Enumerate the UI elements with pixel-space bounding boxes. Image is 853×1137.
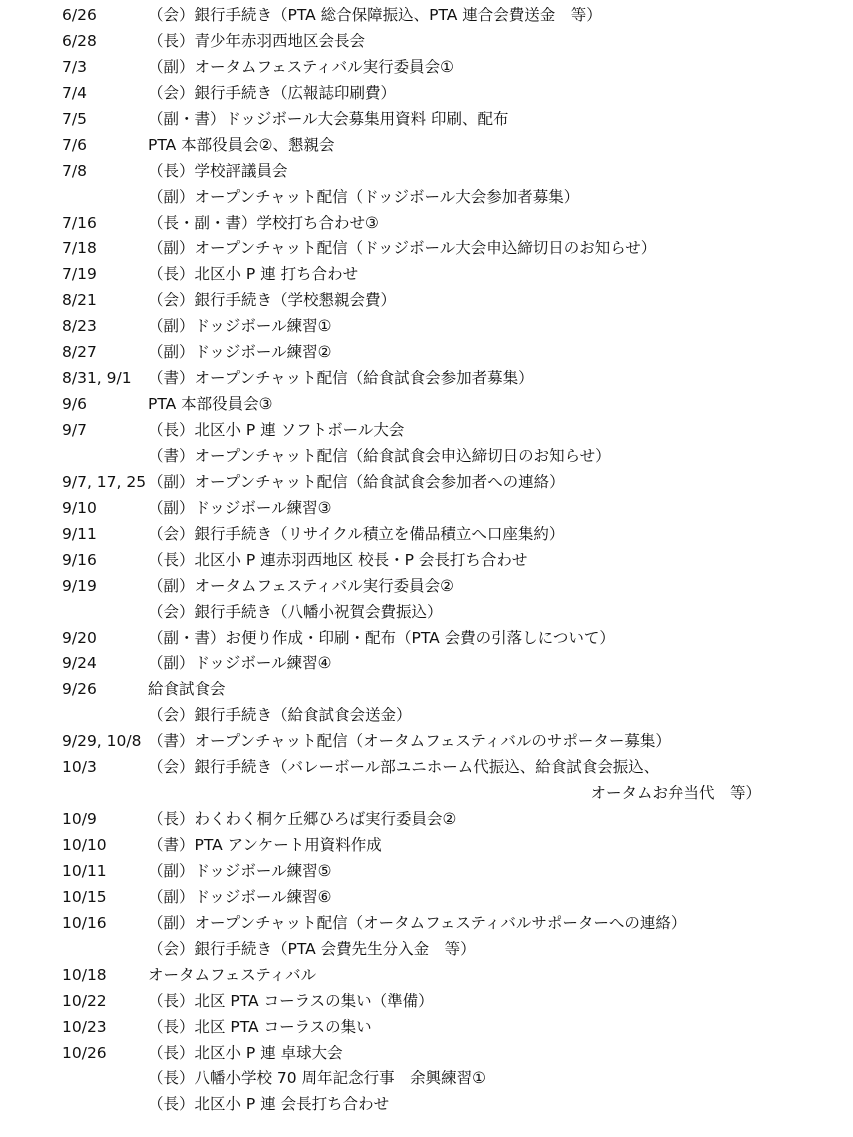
log-date: 8/23 (62, 317, 97, 336)
log-row (0, 1092, 853, 1118)
log-row (0, 3, 853, 29)
log-text: （長）八幡小学校 70 周年記念行事 余興練習① (148, 1069, 486, 1088)
log-text: （会）銀行手続き（PTA 総合保障振込、PTA 連合会費送金 等） (148, 6, 602, 24)
log-text-continuation: オータムお弁当代 等） (590, 784, 761, 803)
log-text: （書）オープンチャット配信（オータムフェスティバルのサポーター募集） (148, 732, 671, 751)
log-text: （会）銀行手続き（広報誌印刷費） (148, 83, 397, 102)
log-date: 7/3 (62, 57, 87, 76)
log-row (0, 600, 853, 626)
log-text: （長）北区小 P 連 会長打ち合わせ (148, 1095, 390, 1114)
log-row (0, 989, 853, 1015)
log-text: （会）銀行手続き（八幡小祝賀会費振込） (148, 602, 443, 621)
log-row (0, 548, 853, 574)
log-row (0, 236, 853, 262)
log-text: （副）ドッジボール練習⑥ (148, 887, 332, 906)
log-text: （副）ドッジボール練習② (148, 343, 332, 362)
log-row (0, 885, 853, 911)
log-text: （長）北区 PTA コーラスの集い (148, 1017, 372, 1036)
log-row (0, 29, 853, 55)
log-date: 10/3 (62, 758, 97, 777)
log-text: （副）ドッジボール練習⑤ (148, 861, 332, 880)
log-date: 10/23 (62, 1017, 107, 1036)
log-date: 10/22 (62, 991, 107, 1010)
log-text: （副・書）ドッジボール大会募集用資料 印刷、配布 (148, 109, 509, 128)
log-text: （副）オープンチャット配信（ドッジボール大会申込締切日のお知らせ） (148, 239, 657, 258)
log-date: 10/15 (62, 887, 107, 906)
log-row (0, 496, 853, 522)
log-row (0, 340, 853, 366)
log-date: 7/8 (62, 161, 87, 180)
log-text: （長）わくわく桐ケ丘郷ひろば実行委員会② (148, 810, 457, 829)
log-date: 10/9 (62, 810, 97, 829)
log-row (0, 755, 853, 781)
log-date: 7/16 (62, 213, 97, 232)
log-text: （副）ドッジボール練習③ (148, 498, 332, 517)
log-text: （長）北区 PTA コーラスの集い（準備） (148, 991, 434, 1010)
log-row (0, 729, 853, 755)
log-row (0, 677, 853, 703)
log-text: （副）オープンチャット配信（ドッジボール大会参加者募集） (148, 187, 580, 206)
log-text: （副）オータムフェスティバル実行委員会② (148, 576, 455, 595)
log-date: 10/18 (62, 965, 107, 984)
log-date: 9/19 (62, 576, 97, 595)
log-text: （副・書）お便り作成・印刷・配布（PTA 会費の引落しについて） (148, 628, 615, 647)
log-row (0, 55, 853, 81)
log-row (0, 781, 853, 807)
log-text: （副）オープンチャット配信（オータムフェスティバルサポーターへの連絡） (148, 913, 687, 932)
log-text: （長）青少年赤羽西地区会長会 (148, 31, 366, 50)
log-date: 8/27 (62, 343, 97, 362)
log-date: 9/6 (62, 395, 87, 414)
log-text: （書）PTA アンケート用資料作成 (148, 836, 382, 854)
log-text: （長）北区小 P 連 卓球大会 (148, 1043, 343, 1062)
log-date: 9/7, 17, 25 (62, 472, 147, 491)
log-text: （書）オープンチャット配信（給食試食会申込締切日のお知らせ） (148, 446, 611, 465)
log-date: 7/18 (62, 239, 97, 258)
log-row (0, 444, 853, 470)
log-text: オータムフェスティバル (148, 965, 317, 984)
log-date: 9/20 (62, 628, 97, 647)
log-row (0, 211, 853, 237)
log-date: 7/19 (62, 265, 97, 284)
log-row (0, 262, 853, 288)
log-date: 9/29, 10/8 (62, 732, 142, 751)
log-row (0, 1015, 853, 1041)
log-date: 8/31, 9/1 (62, 369, 132, 388)
log-row (0, 522, 853, 548)
log-date: 9/10 (62, 498, 97, 517)
log-date: 10/10 (62, 836, 107, 854)
log-row (0, 807, 853, 833)
log-date: 10/16 (62, 913, 107, 932)
log-row (0, 859, 853, 885)
log-text: （会）銀行手続き（給食試食会送金） (148, 706, 412, 725)
activity-log-list (0, 3, 853, 1118)
log-date: 7/5 (62, 109, 87, 128)
log-date: 10/11 (62, 861, 107, 880)
log-text: （会）銀行手続き（PTA 会費先生分入金 等） (148, 939, 476, 958)
log-date: 7/6 (62, 135, 87, 154)
log-row (0, 703, 853, 729)
log-row (0, 107, 853, 133)
log-row (0, 1066, 853, 1092)
log-text: （会）銀行手続き（リサイクル積立を備品積立へ口座集約） (148, 524, 565, 543)
log-row (0, 418, 853, 444)
log-text: （会）銀行手続き（バレーボール部ユニホーム代振込、給食試食会振込、 (148, 758, 660, 777)
log-date: 7/4 (62, 83, 87, 102)
log-row (0, 574, 853, 600)
log-date: 10/26 (62, 1043, 107, 1062)
log-row (0, 911, 853, 937)
log-text: （副）オータムフェスティバル実行委員会① (148, 57, 455, 76)
log-text: （副）オープンチャット配信（給食試食会参加者への連絡） (148, 472, 565, 491)
log-row (0, 1041, 853, 1067)
log-date: 9/26 (62, 680, 97, 699)
log-date: 8/21 (62, 291, 97, 310)
log-row (0, 963, 853, 989)
log-row (0, 159, 853, 185)
log-date: 9/16 (62, 550, 97, 569)
log-row (0, 133, 853, 159)
log-date: 6/26 (62, 6, 97, 24)
log-text: （副）ドッジボール練習① (148, 317, 332, 336)
log-row (0, 626, 853, 652)
log-text: （長）学校評議員会 (148, 161, 288, 180)
log-text: （長）北区小 P 連赤羽西地区 校長・P 会長打ち合わせ (148, 550, 528, 569)
log-text: （長）北区小 P 連 ソフトボール大会 (148, 421, 405, 439)
log-text: （長）北区小 P 連 打ち合わせ (148, 265, 359, 284)
log-date: 9/11 (62, 524, 97, 543)
log-row (0, 288, 853, 314)
log-text: （長・副・書）学校打ち合わせ③ (148, 213, 379, 232)
log-row (0, 185, 853, 211)
log-text: （副）ドッジボール練習④ (148, 654, 332, 673)
log-date: 9/7 (62, 421, 87, 439)
log-row (0, 81, 853, 107)
log-row (0, 470, 853, 496)
log-text: （会）銀行手続き（学校懇親会費） (148, 291, 397, 310)
log-text: PTA 本部役員会③ (148, 395, 273, 414)
log-text: 給食試食会 (148, 680, 226, 699)
log-text: PTA 本部役員会②、懇親会 (148, 135, 335, 154)
log-row (0, 833, 853, 859)
log-date: 9/24 (62, 654, 97, 673)
log-date: 6/28 (62, 31, 97, 50)
log-text: （書）オープンチャット配信（給食試食会参加者募集） (148, 369, 534, 388)
log-row (0, 314, 853, 340)
log-row (0, 937, 853, 963)
log-row (0, 392, 853, 418)
log-row (0, 366, 853, 392)
log-row (0, 651, 853, 677)
